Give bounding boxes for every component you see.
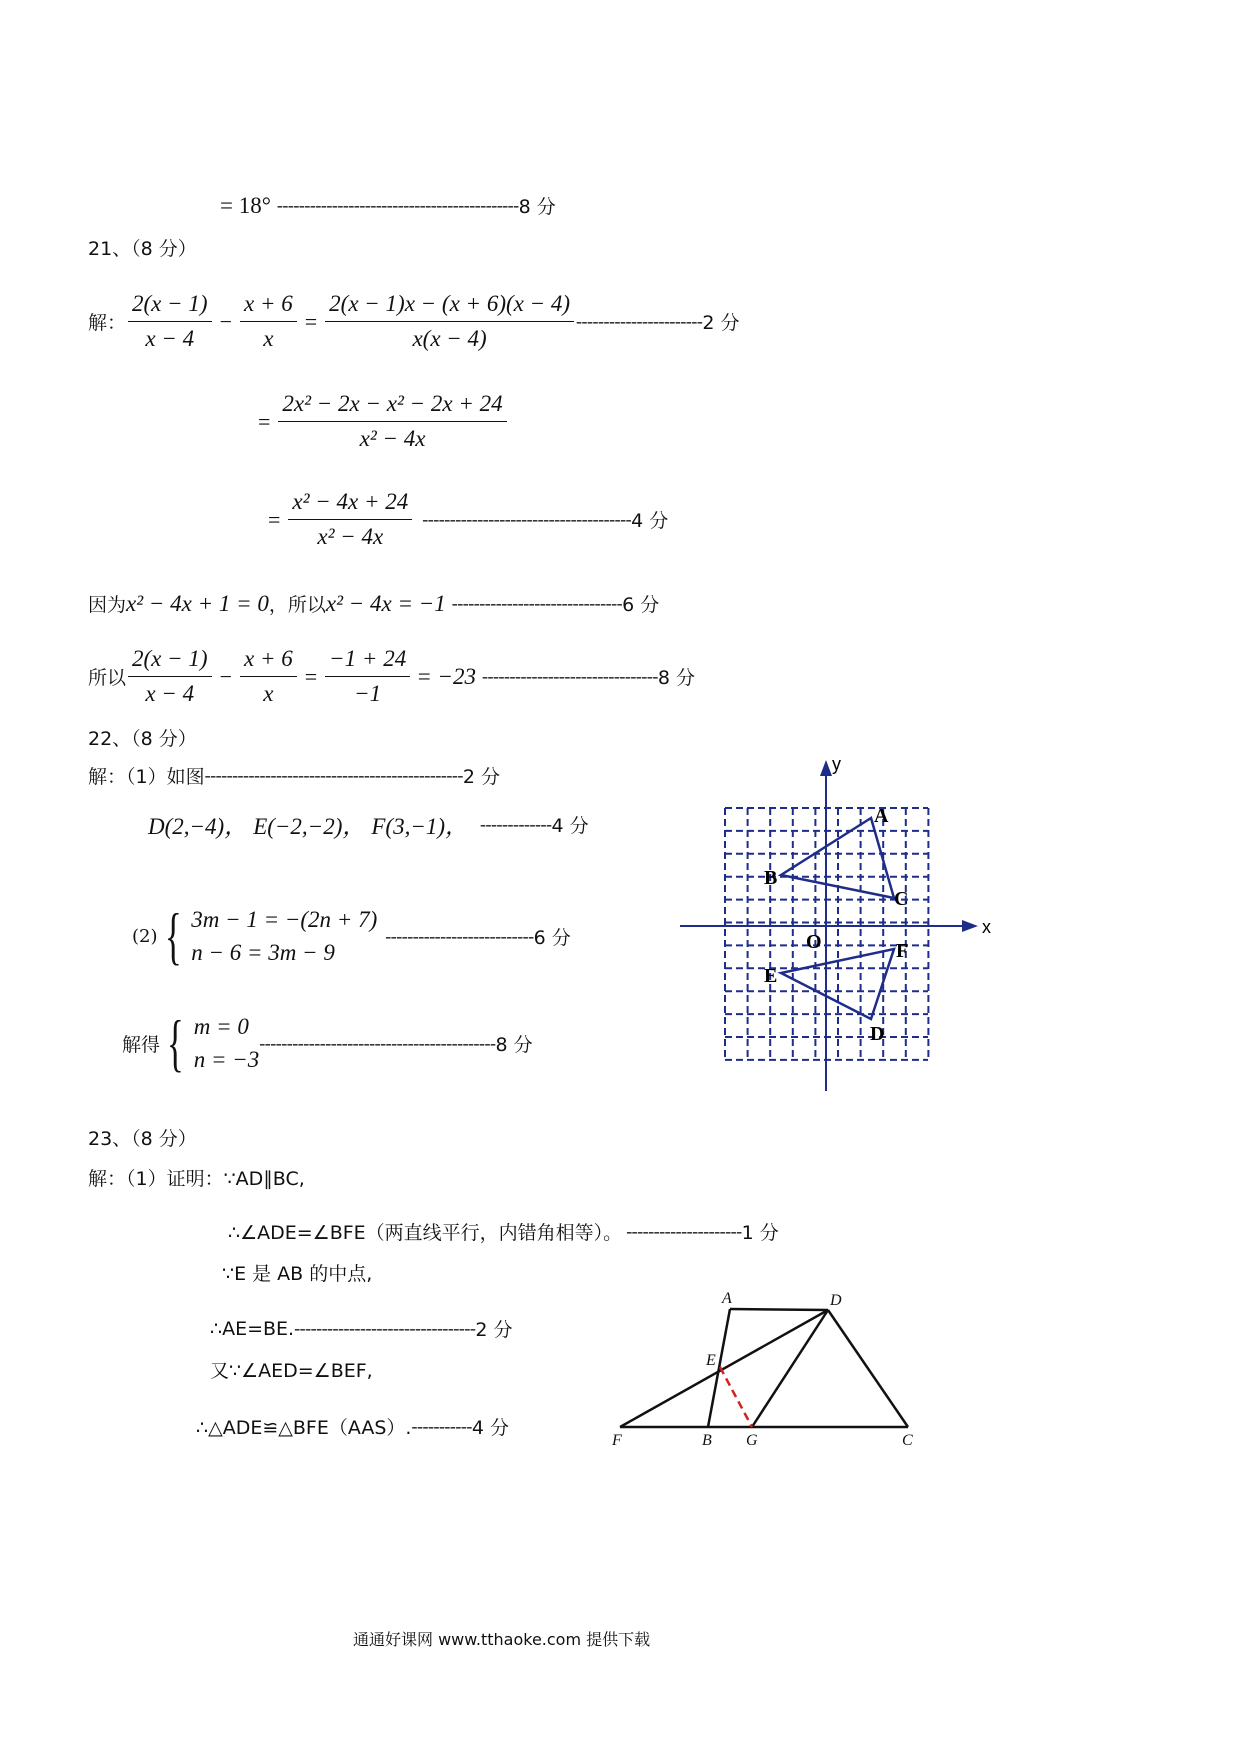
q23-heading: 23、（8 分） [88, 1128, 197, 1150]
label-d: D [830, 1292, 842, 1309]
segment-ad [730, 1309, 828, 1310]
part-label: (2) [132, 925, 158, 947]
text: 所以 [88, 667, 127, 690]
label-g: G [746, 1432, 758, 1449]
dash-leader: --------------------------------- [294, 1318, 476, 1338]
equation-system: { 3m − 1 = −(2n + 7) n − 6 = 3m − 9 [164, 900, 378, 972]
fraction: $\frac{\text{2x² − 2x − x² − 2x + 24}}{\text{x² − 4x}}$ [278, 390, 506, 454]
coordinate-graph [680, 756, 1000, 1096]
segment-fd [620, 1310, 828, 1427]
q22-p1 [88, 762, 500, 789]
text: ，所以 [268, 594, 326, 616]
x-axis-arrow [962, 920, 978, 932]
text: 因为 [88, 594, 127, 616]
equation: n − 6 = 3m − 9 [191, 940, 335, 966]
label-f: F [612, 1432, 622, 1449]
solution-label: 解： [88, 312, 127, 335]
score: 6 分 [533, 926, 571, 949]
fraction: $\frac{-1 + 24}{-1}$ [325, 645, 410, 709]
q22-p2 [132, 900, 571, 972]
equation: 3m − 1 = −(2n + 7) [191, 907, 378, 932]
text: ∴AE=BE. [210, 1317, 295, 1340]
fraction: $\frac{2(x - 1)}{x - 4}$ [128, 290, 212, 354]
fraction: $\frac{x + 6}{x}$ [240, 645, 297, 709]
text: ∴△ADE≌△BFE（AAS）. [196, 1417, 412, 1439]
segment-dc [828, 1310, 908, 1427]
fraction: $\frac{2(x - 1)x - (x + 6)(x - 4)}{x(x - 4)}$ [325, 290, 574, 354]
text: ∴∠ADE=∠BFE（两直线平行，内错角相等）。 [228, 1222, 623, 1244]
q21-line2 [252, 390, 509, 454]
dash-leader: --------------------- [626, 1221, 742, 1241]
score: 4 分 [631, 510, 669, 533]
score: 1 分 [741, 1222, 779, 1244]
point-c-label: C [894, 888, 909, 910]
fraction: $\frac{x + 6}{x}$ [240, 290, 297, 354]
segment-dg [752, 1310, 828, 1427]
point-b-label: B [764, 867, 778, 889]
q21-line3 [262, 488, 668, 552]
text: 解：（1）如图 [88, 766, 205, 788]
equation: m = 0 [193, 1014, 249, 1039]
q21-heading: 21、（8 分） [88, 238, 197, 260]
q23-line4 [210, 1315, 513, 1342]
dash-leader: ----------------------- [576, 311, 703, 332]
equation: x² − 4x + 1 = 0 [126, 590, 269, 616]
score: 4 分 [551, 815, 589, 837]
q22-coords [148, 808, 589, 841]
label-c: C [902, 1432, 913, 1449]
operator: − [219, 308, 232, 334]
segment-eg-dashed [720, 1367, 752, 1427]
point-f: F(3,−1)， [371, 814, 469, 839]
q22-heading: 22、（8 分） [88, 728, 197, 750]
equation: n = −3 [193, 1047, 260, 1073]
dash-leader: ------------------------------- [451, 593, 623, 613]
q21-line1 [88, 290, 740, 354]
q23-line2 [228, 1218, 779, 1245]
trapezoid-figure [600, 1285, 930, 1465]
dash-leader: ----------- [411, 1416, 472, 1436]
label-b: B [702, 1432, 712, 1449]
score: 8 分 [518, 196, 556, 218]
point-e: E(−2,−2)， [253, 814, 366, 839]
q21-line4 [88, 590, 659, 617]
fraction: $\frac{\text{x² − 4x + 24}}{\text{x² − 4x}}$ [288, 488, 412, 552]
angle-result: = 18° [220, 192, 271, 218]
q23-line1: 解：（1）证明：∵AD∥BC, [88, 1168, 305, 1190]
score: 2 分 [475, 1319, 513, 1341]
equals: = [304, 663, 318, 689]
point-d: D(2,−4)， [148, 814, 248, 839]
dash-leader: ----------------------------------------------- [204, 765, 463, 785]
text: 解得 [122, 1033, 161, 1056]
footer-note: 通通好课网 www.tthaoke.com 提供下载 [353, 1630, 651, 1649]
point-f-label: F [896, 940, 909, 962]
score: 2 分 [462, 766, 500, 788]
q23-line6 [196, 1413, 509, 1440]
origin-label: O [806, 931, 822, 953]
q23-line3: ∵E 是 AB 的中点, [222, 1263, 373, 1285]
point-a-label: A [874, 805, 889, 827]
q21-line5 [88, 645, 695, 709]
operator: − [219, 663, 232, 689]
score: 4 分 [471, 1417, 510, 1439]
score: 6 分 [622, 594, 660, 616]
score: 2 分 [702, 312, 740, 335]
dash-leader: -------------------------------------- [422, 509, 632, 530]
label-a: A [722, 1290, 732, 1307]
point-e-label: E [764, 965, 778, 987]
equals: = [258, 408, 271, 434]
dash-leader: -------------------------------------------- [276, 195, 519, 215]
dash-leader: --------------------------- [385, 925, 534, 946]
equation: x² − 4x = −1 [325, 590, 446, 616]
top-line [220, 192, 556, 219]
equation-system: { m = 0 n = −3 [166, 1007, 260, 1079]
fraction: $\frac{2(x - 1)}{x - 4}$ [128, 645, 212, 709]
dash-leader: ------------- [480, 814, 552, 834]
equals: = [304, 308, 318, 334]
q23-line5: 又∵∠AED=∠BEF, [210, 1360, 373, 1382]
x-axis-label: x [982, 917, 991, 937]
result: = −23 [416, 663, 476, 689]
score: 8 分 [657, 667, 695, 690]
point-d-label: D [870, 1023, 885, 1045]
label-e: E [706, 1352, 716, 1369]
equals: = [268, 506, 281, 532]
q22-p3 [122, 1007, 533, 1079]
dash-leader: -------------------------------- [482, 666, 658, 687]
score: 8 分 [495, 1033, 533, 1056]
y-axis-label: y [832, 756, 841, 774]
y-axis-arrow [820, 760, 832, 776]
dash-leader: ------------------------------------------- [259, 1032, 496, 1053]
